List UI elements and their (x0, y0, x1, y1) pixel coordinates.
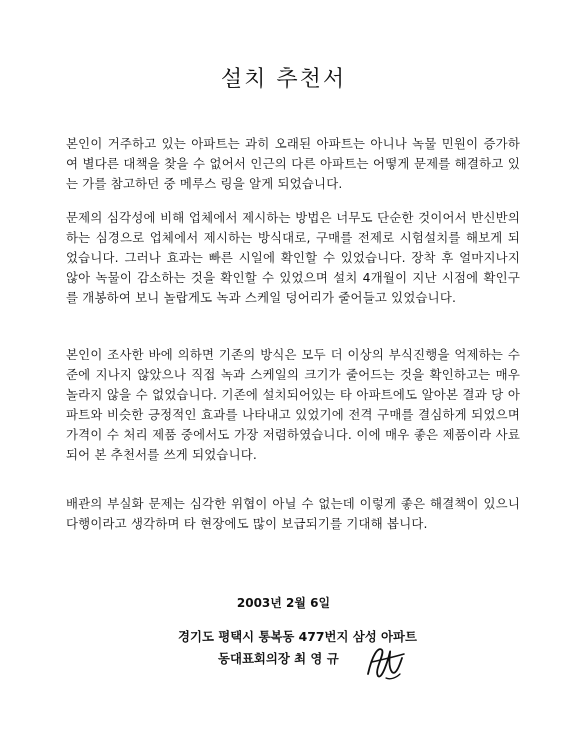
signature-icon (360, 636, 410, 686)
paragraph-2: 문제의 심각성에 비해 업체에서 제시하는 방법은 너무도 단순한 것이어서 반신반의하는 심경으로 업체에서 제시하는 방식대로, 구매를 전제로 시험설치를 해보게 되었습니다. 그러나 효과는 빠른 시일에 확인할 수 있었습니다. 장착 후 얼마지나지 않아 녹물이 감소하는 것을 확인할 수 있었으며 설치 4개월이 지난 시점에 확인구를 개봉하여 보니 놀랍게도 녹과 스케일 덩어리가 줄어들고 있었습니다. (66, 210, 520, 305)
paragraph-1: 본인이 거주하고 있는 아파트는 과히 오래된 아파트는 아니나 녹물 민원이 증가하여 별다른 대책을 찾을 수 없어서 인근의 다른 아파트는 어떻게 문제를 해결하고 있는 가를 참고하던 중 메루스 링을 알게 되었습니다. (66, 136, 520, 191)
document-title: 설치 추천서 (220, 67, 347, 92)
signer-address: 경기도 평택시 통복동 477번지 삼성 아파트 (178, 629, 417, 644)
paragraph-3: 본인이 조사한 바에 의하면 기존의 방식은 모두 더 이상의 부식진행을 억제하는 수준에 지나지 않았으나 직접 녹과 스케일의 크기가 줄어드는 것을 확인하고는 매우 놀라지 않을 수 없었습니다. 기존에 설치되어있는 타 아파트에도 알아본 결과 당 아파트와 비슷한 긍정적인 효과를 나타내고 있었기에 전격 구매를 결심하게 되었으며 가격이 수 처리 제품 중에서도 가장 저렴하였습니다. 이에 매우 좋은 제품이라 사료되어 본 추천서를 쓰게 되었습니다. (66, 347, 520, 462)
document-date: 2003년 2월 6일 (236, 596, 331, 610)
paragraph-4: 배관의 부실화 문제는 심각한 위협이 아닐 수 없는데 이렇게 좋은 해결책이 있으니 다행이라고 생각하며 타 현장에도 많이 보급되기를 기대해 봅니다. (66, 496, 520, 531)
signer-name: 동대표회의장 최 영 규 (218, 651, 339, 666)
